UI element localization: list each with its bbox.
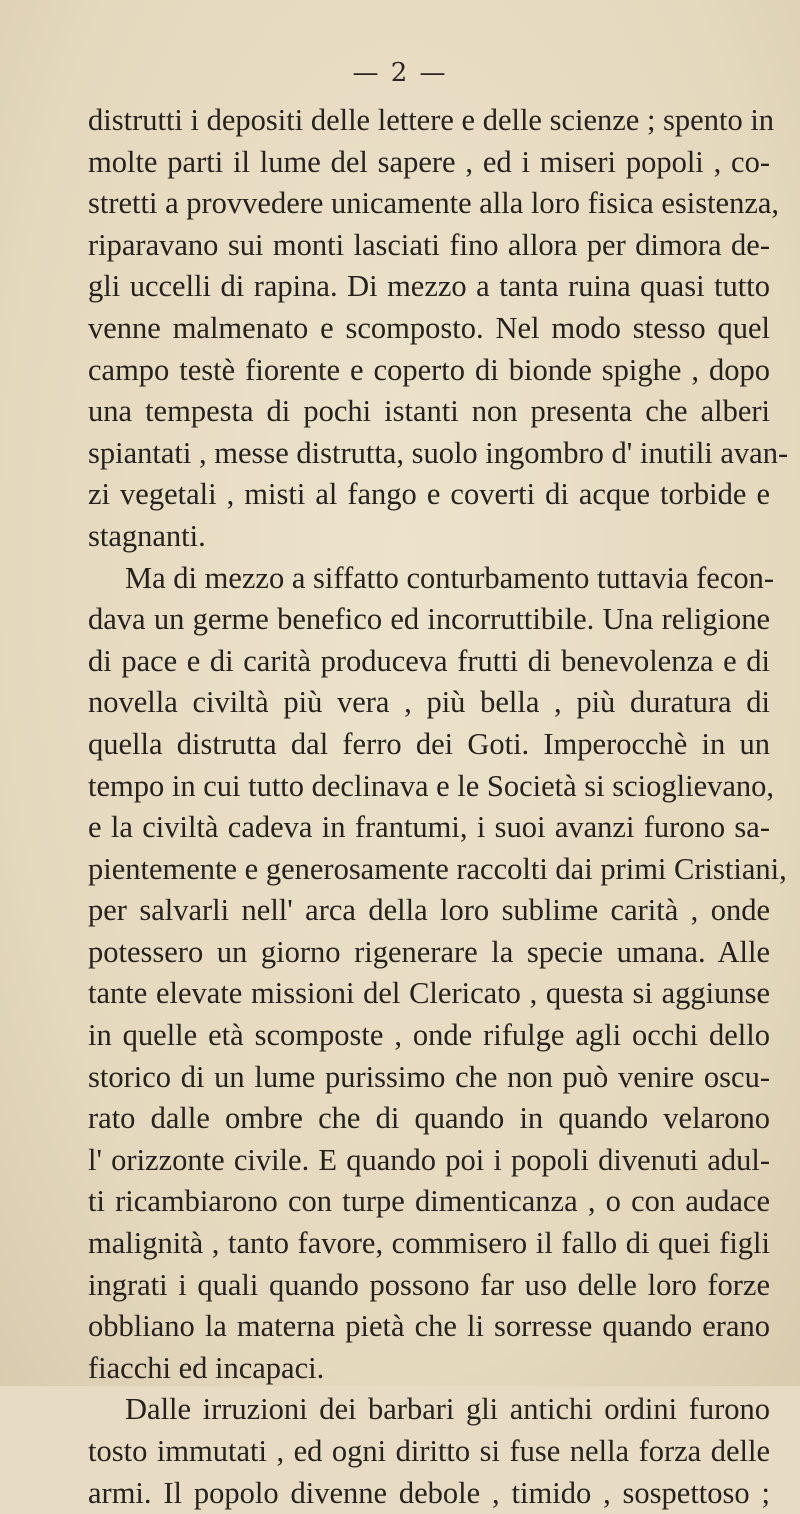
text-line: spiantati , messe distrutta, suolo ingombro d' inutili avan-	[88, 435, 789, 470]
text-line: storico di un lume purissimo che non può venire oscu-	[88, 1059, 770, 1094]
text-line: potessero un giorno rigenerare la specie umana. Alle	[88, 934, 770, 969]
text-line: tosto immutati , ed ogni diritto si fuse nella forza delle	[88, 1434, 770, 1468]
text-line: gli uccelli di rapina. Di mezzo a tanta ruina quasi tutto	[88, 269, 770, 304]
text-line: distrutti i depositi delle lettere e delle scienze ; spento in	[88, 103, 775, 137]
text-line: campo testè fiorente e coperto di bionde spighe , dopo	[88, 352, 770, 387]
text-line: zi vegetali , misti al fango e coverti di acque torbide e	[88, 477, 770, 512]
text-line: tante elevate missioni del Clericato , questa si aggiunse	[88, 976, 770, 1011]
text-line: fiacchi ed incapaci.	[88, 1350, 325, 1385]
text-line: malignità , tanto favore, commisero il fallo di quei figli	[88, 1226, 770, 1261]
page-number: — 2 —	[352, 58, 448, 88]
text-line: rato dalle ombre che di quando in quando velarono	[88, 1101, 770, 1136]
text-line: per salvarli nell' arca della loro sublime carità , onde	[88, 893, 770, 928]
text-line: dava un germe benefico ed incorruttibile. Una religione	[88, 602, 770, 637]
text-line: una tempesta di pochi istanti non presenta che alberi	[88, 394, 770, 429]
body-text	[88, 100, 789, 1514]
text-line: obbliano la materna pietà che li sorresse quando erano	[88, 1309, 770, 1344]
text-line: stretti a provvedere unicamente alla loro fisica esistenza,	[88, 186, 780, 221]
text-line: molte parti il lume del sapere , ed i miseri popoli , co-	[88, 144, 770, 179]
text-line: venne malmenato e scomposto. Nel modo stesso quel	[88, 310, 770, 345]
text-line: in quelle età scomposte , onde rifulge agli occhi dello	[88, 1018, 770, 1053]
text-line: ti ricambiarono con turpe dimenticanza , o con audace	[88, 1184, 770, 1219]
text-line: ingrati i quali quando possono far uso delle loro forze	[88, 1267, 770, 1302]
text-line: di pace e di carità produceva frutti di benevolenza e di	[88, 643, 770, 678]
text-line: l' orizzonte civile. E quando poi i popoli divenuti adul-	[88, 1142, 770, 1177]
text-line: armi. Il popolo divenne debole , timido , sospettoso ;	[88, 1475, 770, 1510]
text-line: quella distrutta dal ferro dei Goti. Imperocchè in un	[88, 726, 770, 761]
text-line: Ma di mezzo a siffatto conturbamento tuttavia fecon-	[125, 560, 775, 595]
text-line: novella civiltà più vera , più bella , più duratura di	[88, 685, 770, 720]
text-line: e la civiltà cadeva in frantumi, i suoi avanzi furono sa-	[88, 810, 770, 845]
text-line: tempo in cui tutto declinava e le Società si scioglievano,	[88, 768, 775, 803]
text-line: pientemente e generosamente raccolti dai primi Cristiani,	[88, 851, 787, 886]
text-line: Dalle irruzioni dei barbari gli antichi ordini furono	[125, 1392, 770, 1427]
text-line: riparavano sui monti lasciati fino allora per dimora de-	[88, 227, 770, 262]
text-line: stagnanti.	[88, 518, 206, 553]
